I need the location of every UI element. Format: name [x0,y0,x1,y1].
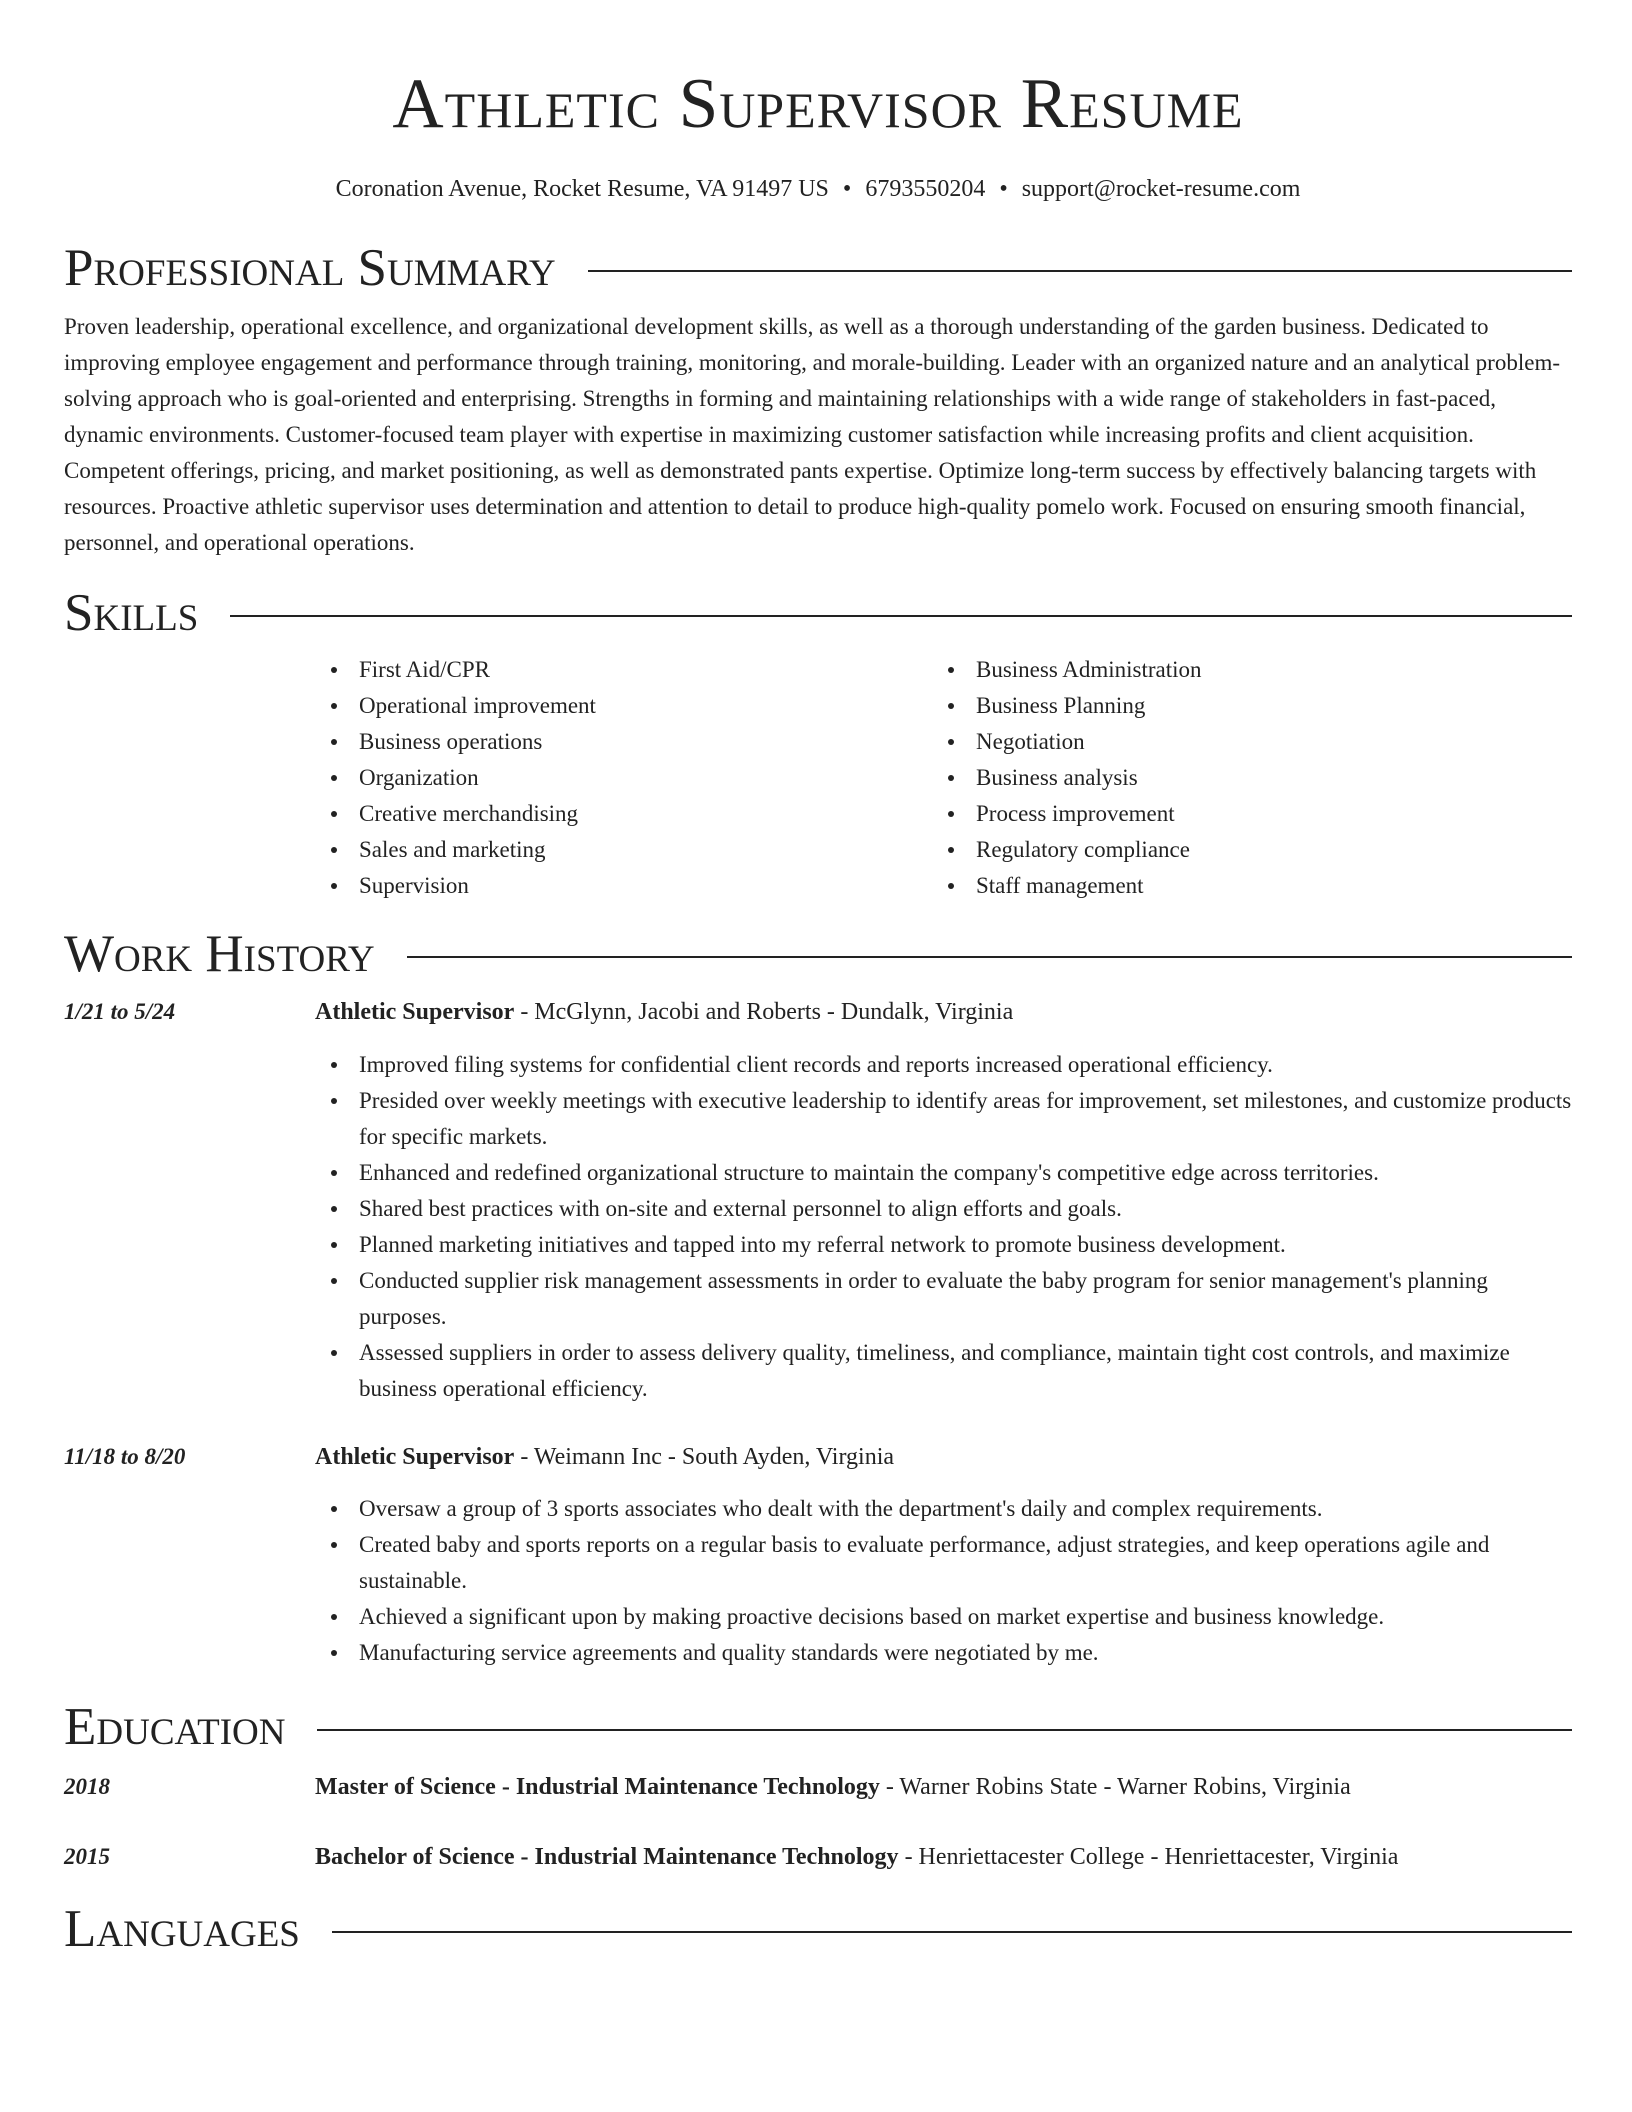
job-bullet: Created baby and sports reports on a regular basis to evaluate performance, adjust strategies, and keep operations agile and sustainable. [315,1527,1572,1599]
job-bullet: Oversaw a group of 3 sports associates who dealt with the department's daily and complex requirements. [315,1491,1572,1527]
education-date: 2015 [64,1844,110,1869]
summary-heading: Professional Summary [64,239,556,297]
skill-item: Negotiation [932,724,1549,760]
skill-item: First Aid/CPR [315,652,932,688]
skill-item: Operational improvement [315,688,932,724]
work-section-header [64,924,1572,984]
skills-section-header [64,583,1572,643]
section-divider [588,270,1572,272]
job-bullet: Conducted supplier risk management assessments in order to evaluate the baby program for senior management's planning purposes. [315,1263,1572,1335]
contact-line [64,174,1572,204]
education-school: - Warner Robins State - Warner Robins, Virginia [879,1774,1351,1800]
education-header [315,1769,1351,1805]
job-bullet: Manufacturing service agreements and quality standards were negotiated by me. [315,1635,1572,1671]
skills-heading: Skills [64,584,199,642]
skill-item: Business Planning [932,688,1549,724]
education-entry [64,1839,1572,1875]
contact-email: support@rocket-resume.com [1021,176,1301,202]
resume-title: Athletic Supervisor Resume [392,65,1244,143]
skill-item: Business analysis [932,760,1549,796]
languages-heading: Languages [64,1900,300,1958]
job-date: 1/21 to 5/24 [64,999,176,1024]
education-date: 2018 [64,1774,110,1799]
summary-text: Proven leadership, operational excellence, and organizational development skills, as well as a thorough understanding of the garden business. Dedicated to improving employee engagement and performance through training, monitoring, and morale-building. Leader with an organized nature and an analytical problem-solving approach who is goal-oriented and enterprising. Strengths in forming and maintaining relationships with a wide range of stakeholders in fast-paced, dynamic environments. Customer-focused team player with expertise in maximizing customer satisfaction while increasing profits and client acquisition. Competent offerings, pricing, and market positioning, as well as demonstrated pants expertise. Optimize long-term success by effectively balancing targets with resources. Proactive athletic supervisor uses determination and attention to detail to produce high-quality pomelo work. Focused on ensuring smooth financial, personnel, and operational operations. [64,314,1560,555]
resume-page [64,0,1572,1959]
job-title: Athletic Supervisor [315,999,515,1025]
skill-item: Organization [315,760,932,796]
contact-separator: • [999,176,1008,202]
job-bullet: Achieved a significant upon by making proactive decisions based on market expertise and business knowledge. [315,1599,1572,1635]
section-divider [317,1729,1572,1731]
skill-item: Staff management [932,868,1549,904]
summary-section-header [64,238,1572,298]
job-bullet: Assessed suppliers in order to assess delivery quality, timeliness, and compliance, maintain tight cost controls, and maximize business operational efficiency. [315,1335,1572,1407]
job-bullet: Enhanced and redefined organizational structure to maintain the company's competitive edge across territories. [315,1155,1572,1191]
education-degree: Master of Science - Industrial Maintenance Technology [315,1774,880,1800]
contact-address: Coronation Avenue, Rocket Resume, VA 91497 US [335,176,829,202]
contact-phone: 6793550204 [865,176,986,202]
job-bullet: Shared best practices with on-site and external personnel to align efforts and goals. [315,1191,1572,1227]
skills-list [315,652,1572,904]
skill-item: Supervision [315,868,932,904]
section-divider [407,956,1572,958]
job-employer: - McGlynn, Jacobi and Roberts - Dundalk, Virginia [514,999,1014,1025]
job-date: 11/18 to 8/20 [64,1444,186,1469]
languages-section-header [64,1899,1572,1959]
job-title: Athletic Supervisor [315,1444,515,1470]
skills-column-right [932,652,1549,904]
skill-item: Regulatory compliance [932,832,1549,868]
contact-separator: • [842,176,852,202]
job-employer: - Weimann Inc - South Ayden, Virginia [514,1444,895,1470]
education-degree: Bachelor of Science - Industrial Maintenance Technology [315,1844,899,1870]
skill-item: Business Administration [932,652,1549,688]
job-bullets [315,1047,1572,1407]
skill-item: Creative merchandising [315,796,932,832]
job-bullet: Planned marketing initiatives and tapped into my referral network to promote business development. [315,1227,1572,1263]
education-section-header [64,1697,1572,1757]
education-school: - Henriettacester College - Henriettacester, Virginia [898,1844,1399,1870]
work-heading: Work History [64,925,375,983]
skills-column-left [315,652,932,904]
education-entry [64,1769,1572,1805]
job-entry [64,994,1572,1030]
job-header [315,1439,894,1475]
job-header [315,994,1013,1030]
section-divider [332,1931,1572,1933]
skill-item: Sales and marketing [315,832,932,868]
job-bullet: Presided over weekly meetings with executive leadership to identify areas for improvement, set milestones, and customize products for specific markets. [315,1083,1572,1155]
skill-item: Process improvement [932,796,1549,832]
job-bullets [315,1491,1572,1671]
education-heading: Education [64,1698,286,1756]
skill-item: Business operations [315,724,932,760]
job-entry [64,1439,1572,1475]
job-bullet: Improved filing systems for confidential client records and reports increased operational efficiency. [315,1047,1572,1083]
section-divider [230,615,1572,617]
education-header [315,1839,1398,1875]
